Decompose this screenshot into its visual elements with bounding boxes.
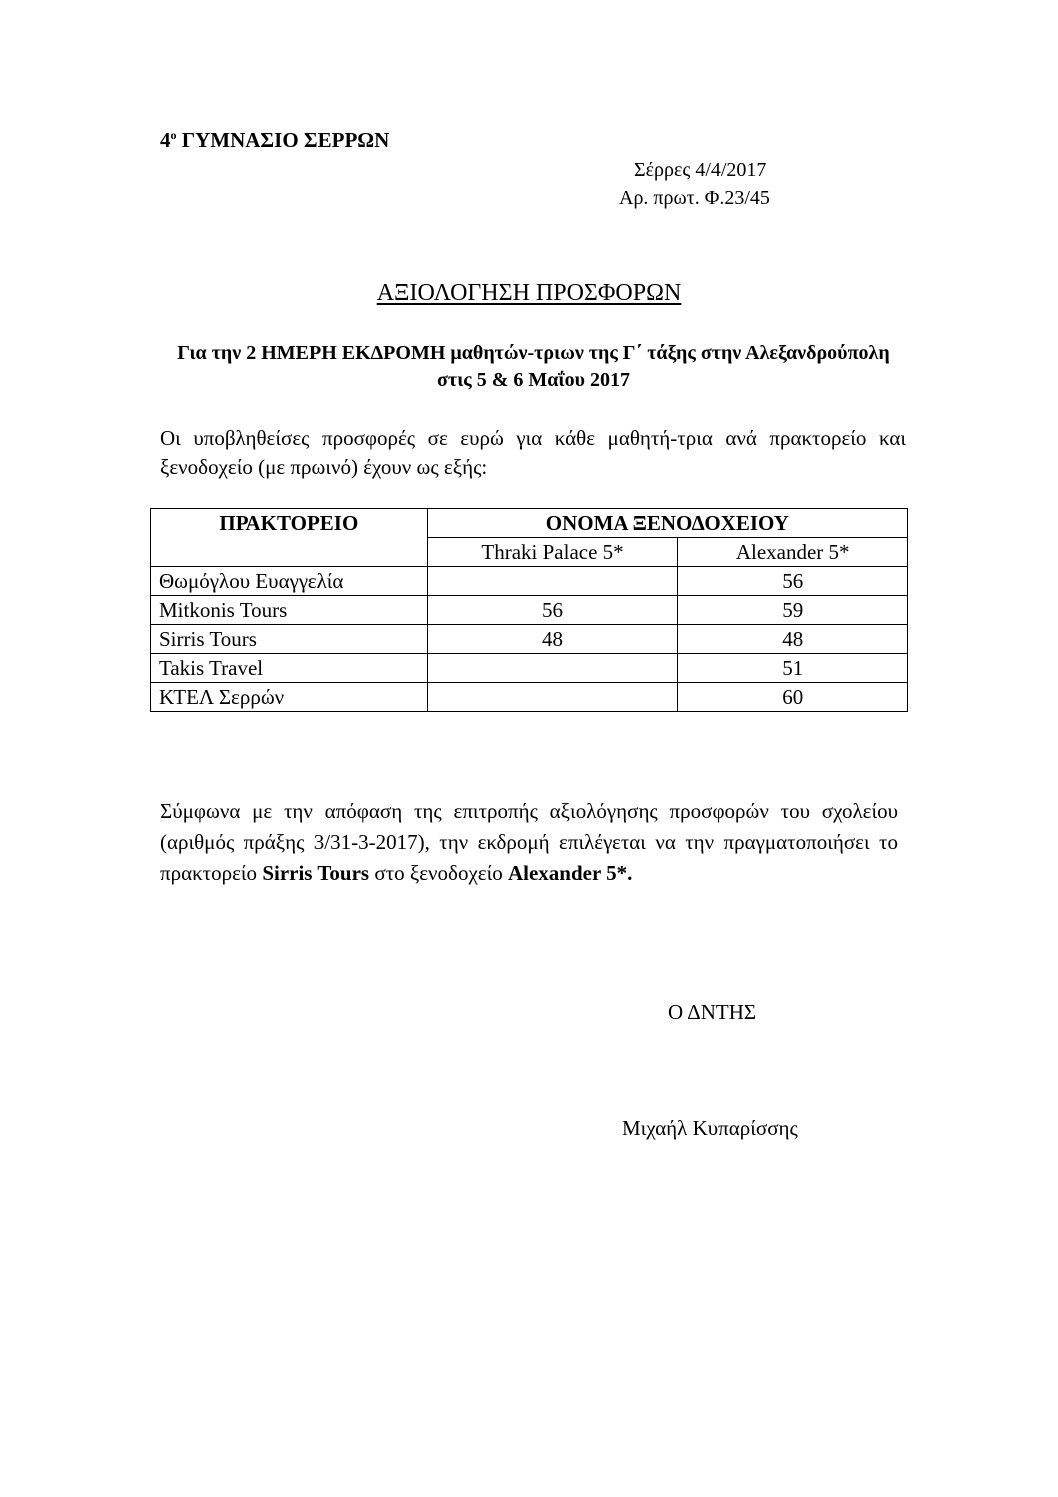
selected-agency: Sirris Tours: [262, 861, 370, 885]
thraki-price-cell: 56: [427, 596, 678, 625]
alexander-price-cell: 60: [678, 683, 908, 712]
alexander-price-cell: 51: [678, 654, 908, 683]
agency-cell: Θωμόγλου Ευαγγελία: [151, 567, 428, 596]
table-header-row: [151, 509, 908, 538]
thraki-price-cell: 48: [427, 625, 678, 654]
thraki-price-cell: [427, 654, 678, 683]
thraki-price-cell: [427, 683, 678, 712]
agency-cell: Takis Travel: [151, 654, 428, 683]
header-agency: ΠΡΑΚΤΟΡΕΙΟ: [151, 509, 428, 567]
agency-cell: Mitkonis Tours: [151, 596, 428, 625]
table-row: [151, 654, 908, 683]
document-title: ΑΞΙΟΛΟΓΗΣΗ ΠΡΟΣΦΟΡΩΝ: [376, 280, 682, 306]
table-row: [151, 625, 908, 654]
agency-cell: ΚΤΕΛ Σερρών: [151, 683, 428, 712]
decision-text-part1: Σύμφωνα με την απόφαση της επιτροπής αξιολόγησης προσφορών του σχολείου (αριθμός πράξης 3/31-3-2017), την εκδρομή επιλέγεται να την πραγματοποιήσει το πρακτορείο: [160, 799, 898, 885]
protocol-number: Αρ. πρωτ. Φ.23/45: [619, 187, 770, 209]
signature-title: Ο ΔΝΤΗΣ: [668, 1000, 757, 1024]
alexander-price-cell: 48: [678, 625, 908, 654]
selected-hotel: Alexander 5*.: [507, 861, 633, 885]
intro-paragraph: Οι υποβληθείσες προσφορές σε ευρώ για κάθε μαθητή-τρια ανά πρακτορείο και ξενοδοχείο (με πρωινό) έχουν ως εξής:: [160, 426, 906, 479]
header-hotel-group: ΟΝΟΜΑ ΞΕΝΟΔΟΧΕΙΟΥ: [427, 509, 907, 538]
thraki-price-cell: [427, 567, 678, 596]
table-row: [151, 567, 908, 596]
header-hotel-thraki: Thraki Palace 5*: [427, 538, 678, 567]
place-date: Σέρρες 4/4/2017: [634, 159, 767, 181]
header-hotel-alexander: Alexander 5*: [678, 538, 908, 567]
signature-name: Μιχαήλ Κυπαρίσσης: [622, 1116, 798, 1140]
document-subtitle: Για την 2 ΗΜΕΡΗ ΕΚΔΡΟΜΗ μαθητών-τριων της Γ΄ τάξης στην Αλεξανδρούπολη στις 5 & 6 Μαΐου 2017: [177, 342, 890, 391]
table-row: [151, 683, 908, 712]
offers-table: [150, 508, 908, 712]
decision-text-part2: στο ξενοδοχείο: [369, 861, 508, 885]
agency-cell: Sirris Tours: [151, 625, 428, 654]
decision-paragraph: [160, 796, 898, 889]
alexander-price-cell: 56: [678, 567, 908, 596]
school-name: $4^o$ ΓΥΜΝΑΣΙΟ ΣΕΡΡΩΝ: [160, 128, 390, 152]
alexander-price-cell: 59: [678, 596, 908, 625]
table-row: [151, 596, 908, 625]
